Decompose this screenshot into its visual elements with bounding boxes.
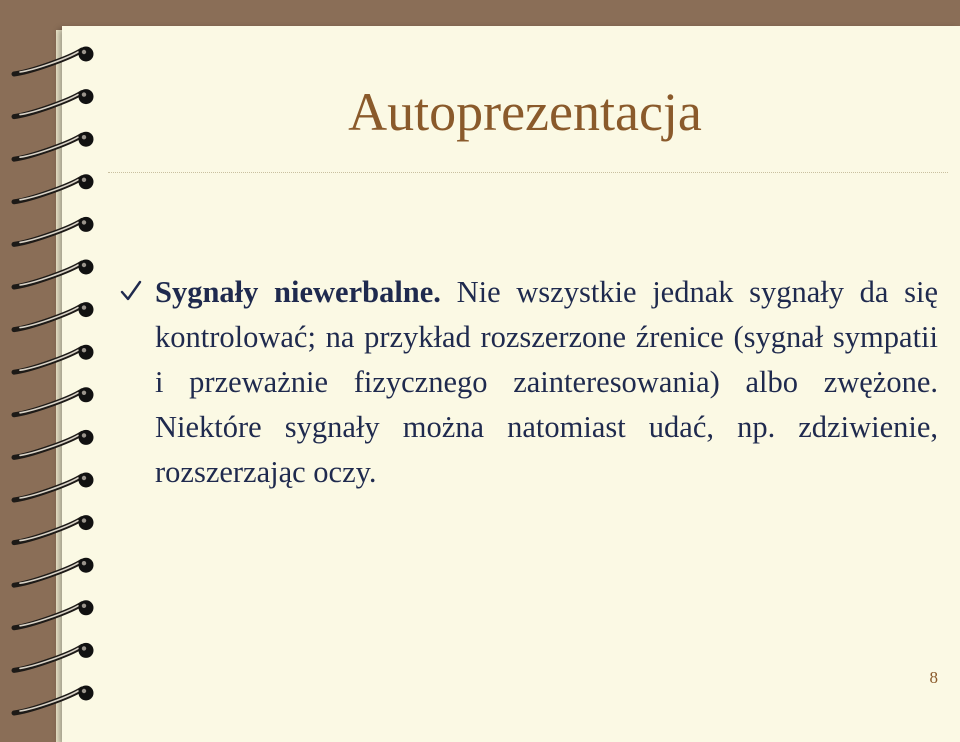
title-divider bbox=[108, 172, 948, 173]
slide-title: Autoprezentacja bbox=[348, 82, 702, 142]
bullet-text bbox=[155, 270, 938, 495]
bullet-body: Nie wszystkie jednak sygnały da się kontrolować; na przykład rozszerzone źrenice (sygnał sympatii i przeważnie fizycznego zainteresowania) albo zwężone. Niektóre sygnały można natomiast udać, np. zdziwienie, rozszerzając oczy. bbox=[155, 275, 938, 489]
checkmark-icon bbox=[119, 277, 143, 305]
page-number: 8 bbox=[929, 668, 938, 687]
bullet-lead: Sygnały niewerbalne. bbox=[155, 275, 441, 309]
